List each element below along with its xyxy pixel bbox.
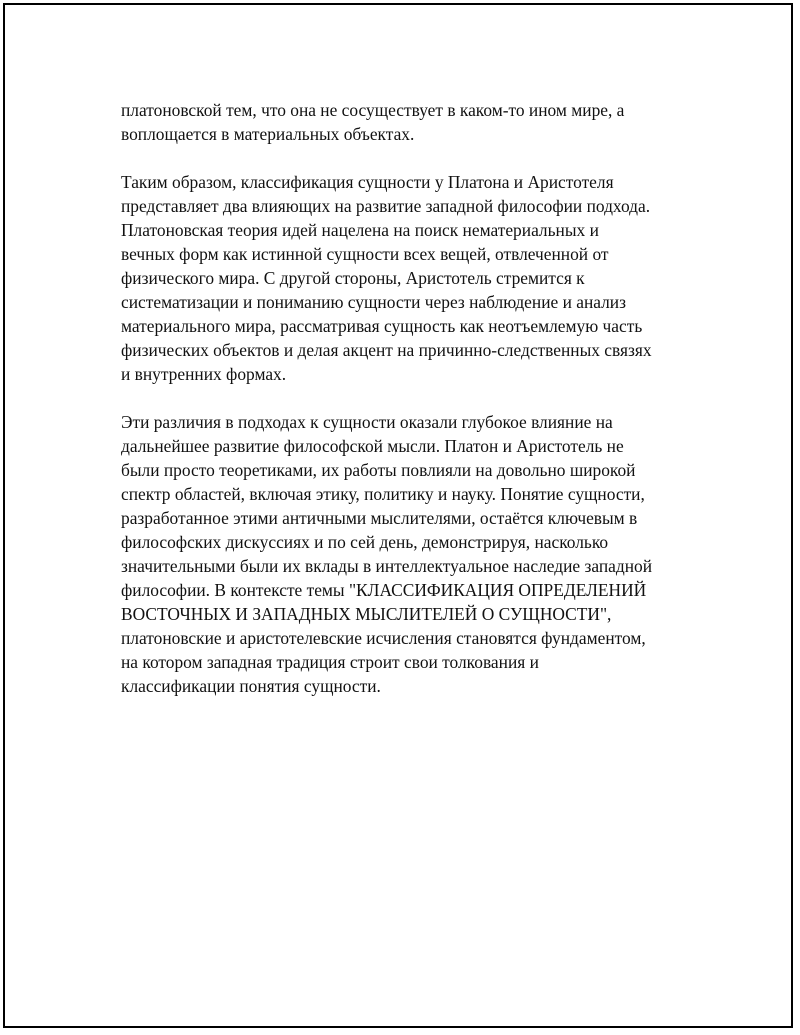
paragraph-continuation: платоновской тем, что она не сосуществует в каком-то ином мире, а воплощается в материальных объектах. — [121, 100, 625, 144]
paragraph-influence: Эти различия в подходах к сущности оказали глубокое влияние на дальнейшее развитие философской мысли. Платон и Аристотель не были просто теоретиками, их работы повлияли на довольно широкой спектр областей, включая этику, политику и науку. Понятие сущности, разработанное этими античными мыслителями, остаётся ключевым в философских дискуссиях и по сей день, демонстрируя, насколько значительными были их вклады в интеллектуальное наследие западной философии. В контексте темы "КЛАССИФИКАЦИЯ ОПРЕДЕЛЕНИЙ ВОСТОЧНЫХ И ЗАПАДНЫХ МЫСЛИТЕЛЕЙ О СУЩНОСТИ", платоновские и аристотелевские исчисления становятся фундаментом, на котором западная традиция строит свои толкования и классификации понятия сущности. — [121, 412, 653, 696]
page-frame — [3, 3, 793, 1028]
paragraph-summary: Таким образом, классификация сущности у Платона и Аристотеля представляет два влияющих на развитие западной философии подхода. Платоновская теория идей нацелена на поиск нематериальных и вечных форм как истинной сущности всех вещей, отвлеченной от физического мира. С другой стороны, Аристотель стремится к систематизации и пониманию сущности через наблюдение и анализ материального мира, рассматривая сущность как неотъемлемую часть физических объектов и делая акцент на причинно-следственных связях и внутренних формах. — [121, 172, 652, 384]
page-body — [121, 98, 691, 722]
